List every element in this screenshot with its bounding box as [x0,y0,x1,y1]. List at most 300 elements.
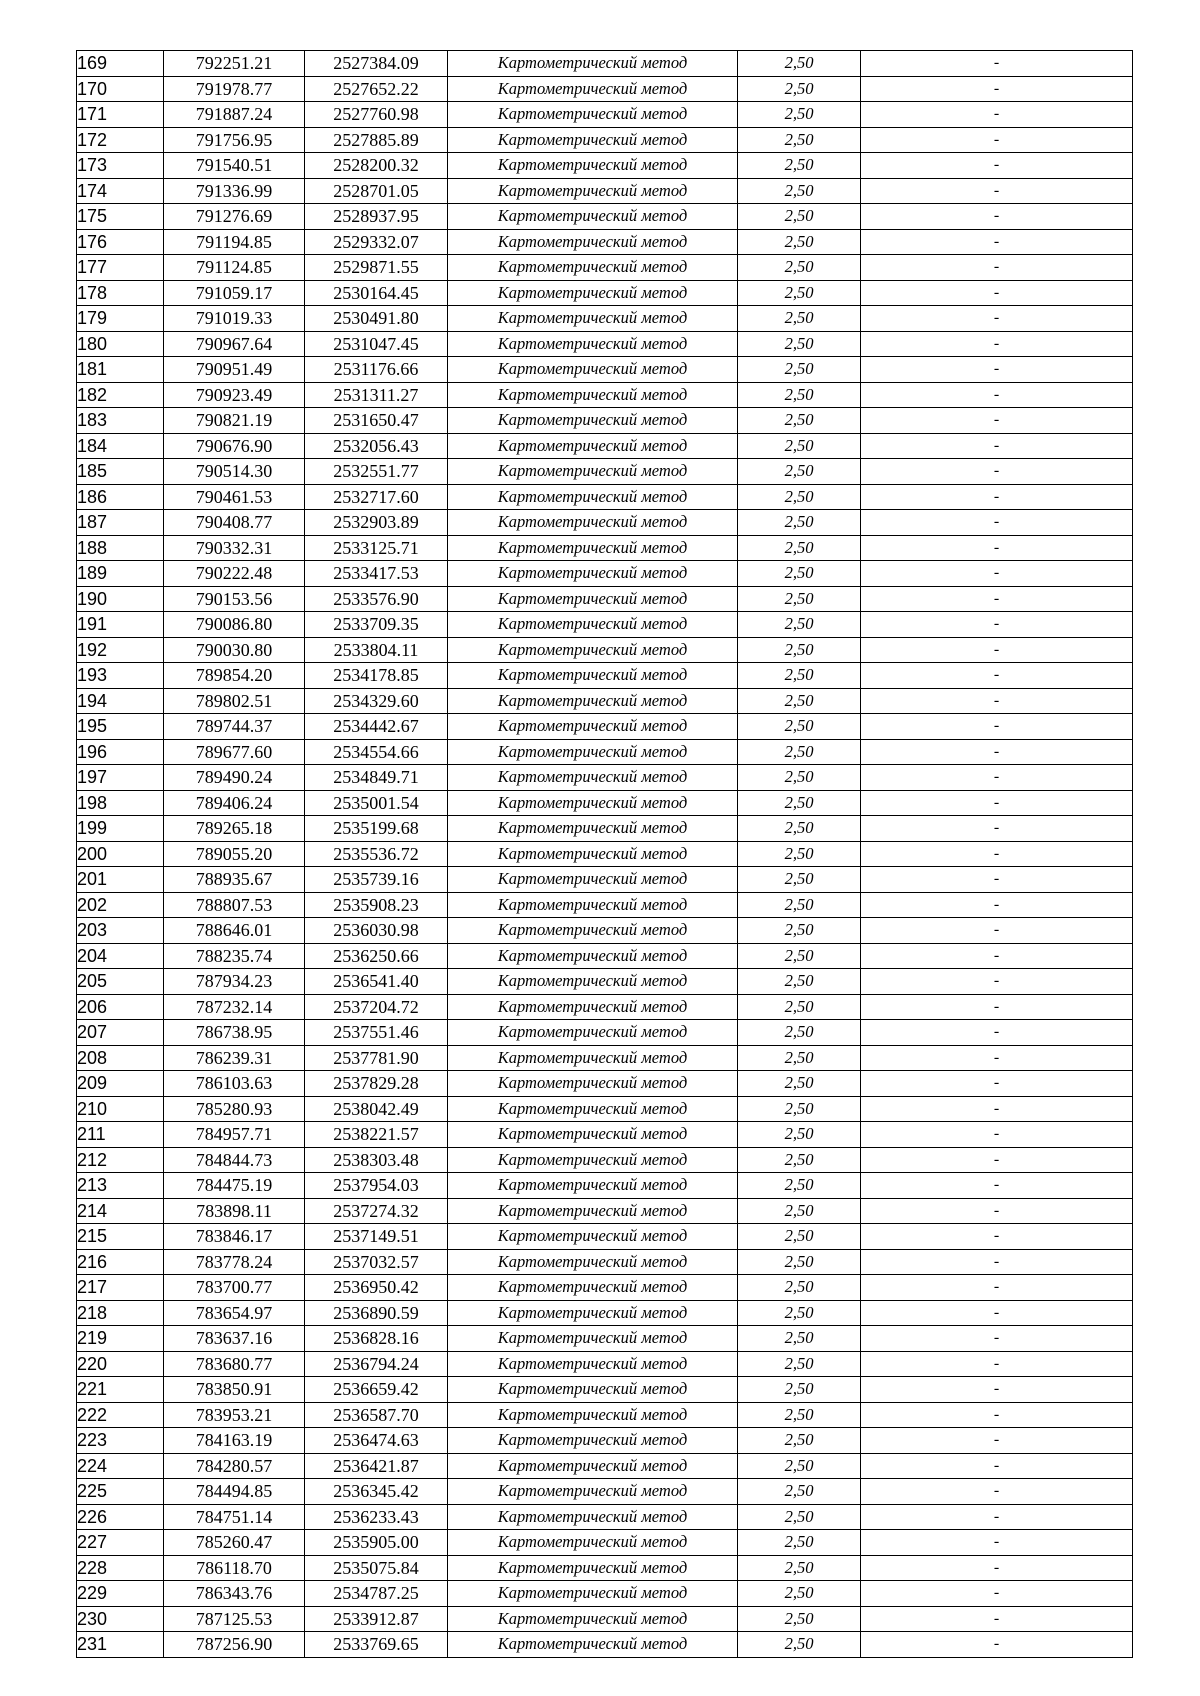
method-cell: Картометрический метод [448,510,738,536]
method-cell: Картометрический метод [448,1555,738,1581]
table-row [77,1224,1133,1250]
x-coordinate-cell: 791978.77 [164,76,305,102]
y-coordinate-cell: 2536587.70 [305,1402,448,1428]
table-row [77,1428,1133,1454]
x-coordinate-cell: 786103.63 [164,1071,305,1097]
point-number-cell: 194 [77,688,164,714]
point-number-cell: 222 [77,1402,164,1428]
note-cell: - [861,1300,1133,1326]
accuracy-cell: 2,50 [738,127,861,153]
note-cell: - [861,204,1133,230]
point-number-cell: 210 [77,1096,164,1122]
table-row [77,1504,1133,1530]
x-coordinate-cell: 784494.85 [164,1479,305,1505]
x-coordinate-cell: 788935.67 [164,867,305,893]
point-number-cell: 196 [77,739,164,765]
y-coordinate-cell: 2537551.46 [305,1020,448,1046]
y-coordinate-cell: 2537954.03 [305,1173,448,1199]
accuracy-cell: 2,50 [738,1581,861,1607]
y-coordinate-cell: 2534554.66 [305,739,448,765]
x-coordinate-cell: 783898.11 [164,1198,305,1224]
table-row [77,1326,1133,1352]
method-cell: Картометрический метод [448,51,738,77]
note-cell: - [861,76,1133,102]
accuracy-cell: 2,50 [738,561,861,587]
x-coordinate-cell: 790967.64 [164,331,305,357]
point-number-cell: 190 [77,586,164,612]
method-cell: Картометрический метод [448,1326,738,1352]
note-cell: - [861,816,1133,842]
method-cell: Картометрический метод [448,561,738,587]
table-row [77,816,1133,842]
point-number-cell: 204 [77,943,164,969]
note-cell: - [861,229,1133,255]
table-row [77,1020,1133,1046]
accuracy-cell: 2,50 [738,1045,861,1071]
point-number-cell: 219 [77,1326,164,1352]
table-row [77,382,1133,408]
accuracy-cell: 2,50 [738,1504,861,1530]
accuracy-cell: 2,50 [738,1071,861,1097]
x-coordinate-cell: 789490.24 [164,765,305,791]
x-coordinate-cell: 783637.16 [164,1326,305,1352]
accuracy-cell: 2,50 [738,331,861,357]
note-cell: - [861,790,1133,816]
point-number-cell: 186 [77,484,164,510]
table-row [77,535,1133,561]
accuracy-cell: 2,50 [738,841,861,867]
table-row [77,1122,1133,1148]
table-row [77,739,1133,765]
x-coordinate-cell: 786343.76 [164,1581,305,1607]
note-cell: - [861,841,1133,867]
x-coordinate-cell: 787125.53 [164,1606,305,1632]
y-coordinate-cell: 2531176.66 [305,357,448,383]
y-coordinate-cell: 2528200.32 [305,153,448,179]
accuracy-cell: 2,50 [738,739,861,765]
accuracy-cell: 2,50 [738,994,861,1020]
y-coordinate-cell: 2535739.16 [305,867,448,893]
point-number-cell: 192 [77,637,164,663]
note-cell: - [861,918,1133,944]
note-cell: - [861,1071,1133,1097]
table-row [77,433,1133,459]
method-cell: Картометрический метод [448,1096,738,1122]
table-row [77,1096,1133,1122]
method-cell: Картометрический метод [448,178,738,204]
table-row [77,637,1133,663]
accuracy-cell: 2,50 [738,816,861,842]
note-cell: - [861,1504,1133,1530]
method-cell: Картометрический метод [448,586,738,612]
method-cell: Картометрический метод [448,102,738,128]
method-cell: Картометрический метод [448,1147,738,1173]
method-cell: Картометрический метод [448,1351,738,1377]
x-coordinate-cell: 791540.51 [164,153,305,179]
method-cell: Картометрический метод [448,459,738,485]
coordinates-table [76,50,1133,1658]
point-number-cell: 173 [77,153,164,179]
point-number-cell: 171 [77,102,164,128]
point-number-cell: 180 [77,331,164,357]
point-number-cell: 200 [77,841,164,867]
table-row [77,1377,1133,1403]
table-row [77,612,1133,638]
note-cell: - [861,459,1133,485]
note-cell: - [861,306,1133,332]
point-number-cell: 185 [77,459,164,485]
x-coordinate-cell: 789677.60 [164,739,305,765]
note-cell: - [861,1453,1133,1479]
x-coordinate-cell: 791019.33 [164,306,305,332]
method-cell: Картометрический метод [448,1071,738,1097]
x-coordinate-cell: 791756.95 [164,127,305,153]
y-coordinate-cell: 2527652.22 [305,76,448,102]
note-cell: - [861,1020,1133,1046]
x-coordinate-cell: 787256.90 [164,1632,305,1658]
point-number-cell: 177 [77,255,164,281]
point-number-cell: 226 [77,1504,164,1530]
table-row [77,892,1133,918]
x-coordinate-cell: 790153.56 [164,586,305,612]
y-coordinate-cell: 2532551.77 [305,459,448,485]
method-cell: Картометрический метод [448,1249,738,1275]
point-number-cell: 193 [77,663,164,689]
point-number-cell: 175 [77,204,164,230]
method-cell: Картометрический метод [448,1377,738,1403]
table-row [77,688,1133,714]
method-cell: Картометрический метод [448,714,738,740]
point-number-cell: 184 [77,433,164,459]
note-cell: - [861,714,1133,740]
method-cell: Картометрический метод [448,994,738,1020]
table-row [77,1453,1133,1479]
method-cell: Картометрический метод [448,841,738,867]
x-coordinate-cell: 788235.74 [164,943,305,969]
x-coordinate-cell: 790951.49 [164,357,305,383]
table-row [77,102,1133,128]
x-coordinate-cell: 789265.18 [164,816,305,842]
point-number-cell: 176 [77,229,164,255]
table-row [77,229,1133,255]
point-number-cell: 170 [77,76,164,102]
y-coordinate-cell: 2536250.66 [305,943,448,969]
y-coordinate-cell: 2537032.57 [305,1249,448,1275]
accuracy-cell: 2,50 [738,1020,861,1046]
accuracy-cell: 2,50 [738,1402,861,1428]
method-cell: Картометрический метод [448,1504,738,1530]
note-cell: - [861,178,1133,204]
table-row [77,969,1133,995]
note-cell: - [861,1530,1133,1556]
x-coordinate-cell: 790514.30 [164,459,305,485]
point-number-cell: 199 [77,816,164,842]
accuracy-cell: 2,50 [738,663,861,689]
y-coordinate-cell: 2529871.55 [305,255,448,281]
x-coordinate-cell: 783846.17 [164,1224,305,1250]
x-coordinate-cell: 791059.17 [164,280,305,306]
method-cell: Картометрический метод [448,408,738,434]
y-coordinate-cell: 2536030.98 [305,918,448,944]
x-coordinate-cell: 790332.31 [164,535,305,561]
method-cell: Картометрический метод [448,306,738,332]
accuracy-cell: 2,50 [738,1632,861,1658]
accuracy-cell: 2,50 [738,1147,861,1173]
method-cell: Картометрический метод [448,1122,738,1148]
point-number-cell: 203 [77,918,164,944]
table-row [77,1045,1133,1071]
note-cell: - [861,1224,1133,1250]
note-cell: - [861,637,1133,663]
x-coordinate-cell: 784163.19 [164,1428,305,1454]
accuracy-cell: 2,50 [738,280,861,306]
method-cell: Картометрический метод [448,943,738,969]
table-row [77,1351,1133,1377]
table-row [77,1249,1133,1275]
method-cell: Картометрический метод [448,204,738,230]
x-coordinate-cell: 792251.21 [164,51,305,77]
note-cell: - [861,127,1133,153]
table-row [77,1173,1133,1199]
x-coordinate-cell: 783953.21 [164,1402,305,1428]
y-coordinate-cell: 2537204.72 [305,994,448,1020]
accuracy-cell: 2,50 [738,1351,861,1377]
x-coordinate-cell: 789802.51 [164,688,305,714]
y-coordinate-cell: 2528937.95 [305,204,448,230]
point-number-cell: 191 [77,612,164,638]
accuracy-cell: 2,50 [738,1096,861,1122]
y-coordinate-cell: 2533417.53 [305,561,448,587]
x-coordinate-cell: 791336.99 [164,178,305,204]
y-coordinate-cell: 2527885.89 [305,127,448,153]
note-cell: - [861,357,1133,383]
y-coordinate-cell: 2536950.42 [305,1275,448,1301]
accuracy-cell: 2,50 [738,918,861,944]
method-cell: Картометрический метод [448,255,738,281]
y-coordinate-cell: 2530491.80 [305,306,448,332]
method-cell: Картометрический метод [448,127,738,153]
table-row [77,1606,1133,1632]
table-row [77,178,1133,204]
x-coordinate-cell: 791276.69 [164,204,305,230]
point-number-cell: 218 [77,1300,164,1326]
x-coordinate-cell: 790408.77 [164,510,305,536]
table-row [77,663,1133,689]
method-cell: Картометрический метод [448,969,738,995]
y-coordinate-cell: 2534329.60 [305,688,448,714]
y-coordinate-cell: 2536890.59 [305,1300,448,1326]
accuracy-cell: 2,50 [738,178,861,204]
x-coordinate-cell: 785260.47 [164,1530,305,1556]
coordinates-table-body [77,51,1133,1658]
method-cell: Картометрический метод [448,1606,738,1632]
x-coordinate-cell: 783778.24 [164,1249,305,1275]
note-cell: - [861,943,1133,969]
y-coordinate-cell: 2531311.27 [305,382,448,408]
y-coordinate-cell: 2536794.24 [305,1351,448,1377]
note-cell: - [861,1096,1133,1122]
y-coordinate-cell: 2533125.71 [305,535,448,561]
method-cell: Картометрический метод [448,637,738,663]
method-cell: Картометрический метод [448,76,738,102]
point-number-cell: 182 [77,382,164,408]
accuracy-cell: 2,50 [738,969,861,995]
table-row [77,510,1133,536]
table-row [77,153,1133,179]
x-coordinate-cell: 789854.20 [164,663,305,689]
note-cell: - [861,102,1133,128]
accuracy-cell: 2,50 [738,204,861,230]
y-coordinate-cell: 2527384.09 [305,51,448,77]
note-cell: - [861,867,1133,893]
point-number-cell: 172 [77,127,164,153]
method-cell: Картометрический метод [448,688,738,714]
y-coordinate-cell: 2528701.05 [305,178,448,204]
x-coordinate-cell: 785280.93 [164,1096,305,1122]
accuracy-cell: 2,50 [738,1122,861,1148]
accuracy-cell: 2,50 [738,255,861,281]
accuracy-cell: 2,50 [738,408,861,434]
note-cell: - [861,1147,1133,1173]
x-coordinate-cell: 784957.71 [164,1122,305,1148]
y-coordinate-cell: 2527760.98 [305,102,448,128]
accuracy-cell: 2,50 [738,1428,861,1454]
note-cell: - [861,561,1133,587]
point-number-cell: 221 [77,1377,164,1403]
table-row [77,255,1133,281]
note-cell: - [861,1606,1133,1632]
method-cell: Картометрический метод [448,1275,738,1301]
note-cell: - [861,688,1133,714]
y-coordinate-cell: 2535536.72 [305,841,448,867]
note-cell: - [861,1428,1133,1454]
x-coordinate-cell: 783680.77 [164,1351,305,1377]
point-number-cell: 212 [77,1147,164,1173]
method-cell: Картометрический метод [448,433,738,459]
y-coordinate-cell: 2536828.16 [305,1326,448,1352]
note-cell: - [861,1173,1133,1199]
table-row [77,51,1133,77]
note-cell: - [861,510,1133,536]
note-cell: - [861,1275,1133,1301]
table-row [77,1581,1133,1607]
x-coordinate-cell: 788807.53 [164,892,305,918]
table-row [77,1071,1133,1097]
point-number-cell: 198 [77,790,164,816]
method-cell: Картометрический метод [448,153,738,179]
method-cell: Картометрический метод [448,1453,738,1479]
accuracy-cell: 2,50 [738,765,861,791]
x-coordinate-cell: 787934.23 [164,969,305,995]
y-coordinate-cell: 2534849.71 [305,765,448,791]
method-cell: Картометрический метод [448,1530,738,1556]
table-row [77,765,1133,791]
point-number-cell: 216 [77,1249,164,1275]
method-cell: Картометрический метод [448,663,738,689]
note-cell: - [861,994,1133,1020]
method-cell: Картометрический метод [448,1173,738,1199]
method-cell: Картометрический метод [448,280,738,306]
y-coordinate-cell: 2538303.48 [305,1147,448,1173]
note-cell: - [861,586,1133,612]
y-coordinate-cell: 2538221.57 [305,1122,448,1148]
method-cell: Картометрический метод [448,739,738,765]
note-cell: - [861,433,1133,459]
table-row [77,1530,1133,1556]
table-row [77,204,1133,230]
point-number-cell: 224 [77,1453,164,1479]
y-coordinate-cell: 2531650.47 [305,408,448,434]
y-coordinate-cell: 2531047.45 [305,331,448,357]
accuracy-cell: 2,50 [738,867,861,893]
method-cell: Картометрический метод [448,357,738,383]
table-row [77,994,1133,1020]
y-coordinate-cell: 2534787.25 [305,1581,448,1607]
table-row [77,918,1133,944]
table-row [77,127,1133,153]
note-cell: - [861,153,1133,179]
table-row [77,1300,1133,1326]
method-cell: Картометрический метод [448,892,738,918]
table-row [77,841,1133,867]
note-cell: - [861,1581,1133,1607]
note-cell: - [861,1351,1133,1377]
table-row [77,943,1133,969]
x-coordinate-cell: 791124.85 [164,255,305,281]
accuracy-cell: 2,50 [738,1173,861,1199]
table-row [77,357,1133,383]
note-cell: - [861,1402,1133,1428]
point-number-cell: 188 [77,535,164,561]
note-cell: - [861,1479,1133,1505]
point-number-cell: 213 [77,1173,164,1199]
note-cell: - [861,1555,1133,1581]
table-row [77,1632,1133,1658]
note-cell: - [861,765,1133,791]
accuracy-cell: 2,50 [738,1275,861,1301]
method-cell: Картометрический метод [448,1479,738,1505]
method-cell: Картометрический метод [448,612,738,638]
x-coordinate-cell: 786738.95 [164,1020,305,1046]
point-number-cell: 230 [77,1606,164,1632]
table-row [77,484,1133,510]
table-row [77,1479,1133,1505]
accuracy-cell: 2,50 [738,1453,861,1479]
note-cell: - [861,739,1133,765]
y-coordinate-cell: 2535199.68 [305,816,448,842]
table-row [77,1147,1133,1173]
note-cell: - [861,969,1133,995]
accuracy-cell: 2,50 [738,612,861,638]
y-coordinate-cell: 2533709.35 [305,612,448,638]
point-number-cell: 178 [77,280,164,306]
accuracy-cell: 2,50 [738,1606,861,1632]
note-cell: - [861,331,1133,357]
note-cell: - [861,892,1133,918]
y-coordinate-cell: 2529332.07 [305,229,448,255]
y-coordinate-cell: 2537274.32 [305,1198,448,1224]
method-cell: Картометрический метод [448,331,738,357]
point-number-cell: 208 [77,1045,164,1071]
y-coordinate-cell: 2536474.63 [305,1428,448,1454]
method-cell: Картометрический метод [448,1402,738,1428]
accuracy-cell: 2,50 [738,1300,861,1326]
y-coordinate-cell: 2536421.87 [305,1453,448,1479]
table-row [77,1555,1133,1581]
method-cell: Картометрический метод [448,1632,738,1658]
accuracy-cell: 2,50 [738,510,861,536]
accuracy-cell: 2,50 [738,51,861,77]
